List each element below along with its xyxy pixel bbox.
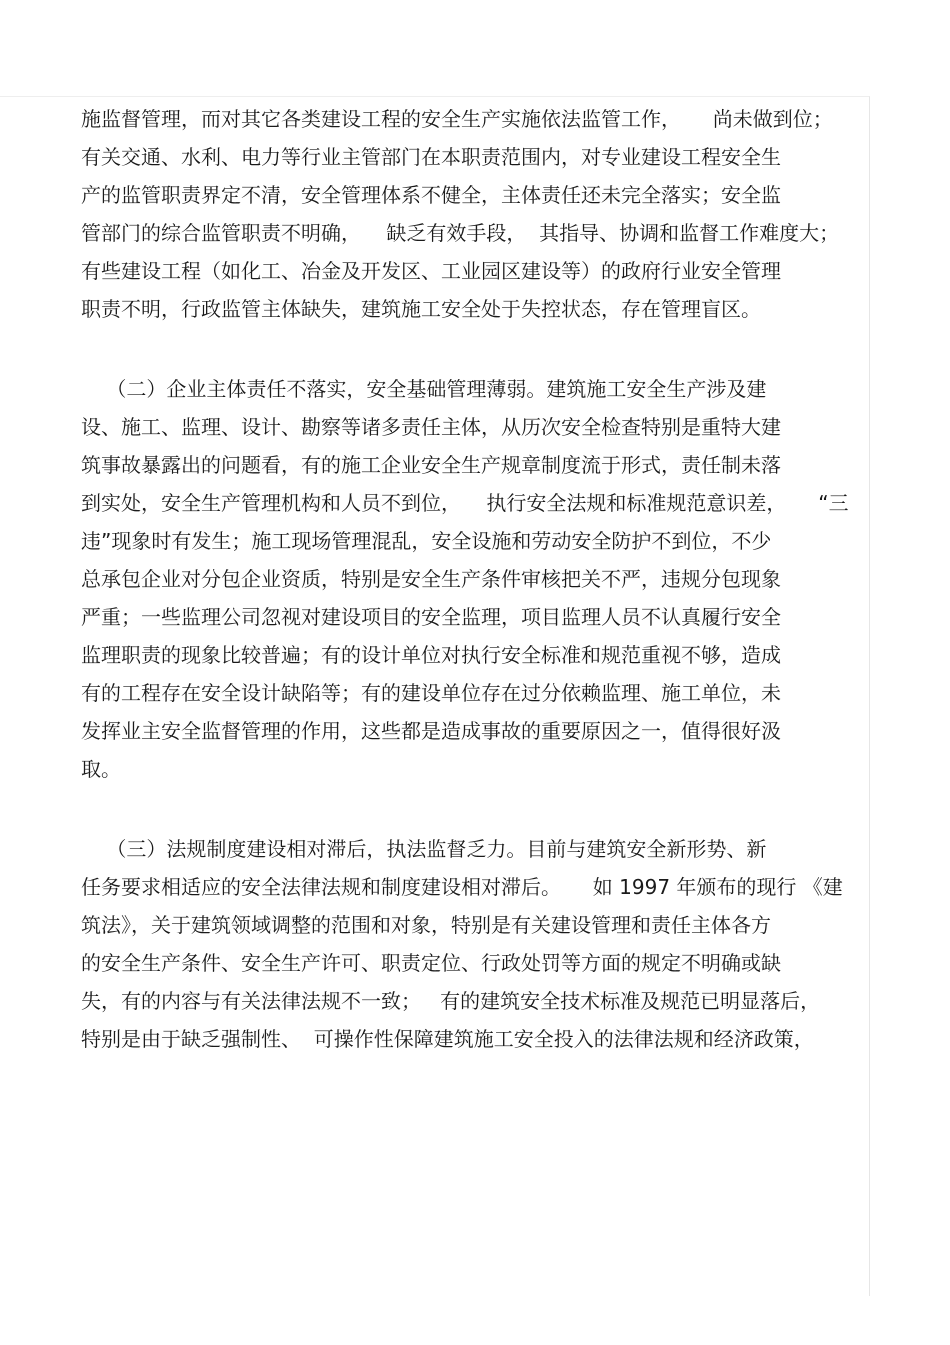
text-line: 任务要求相适应的安全法律法规和制度建设相对滞后。 如 1997 年颁布的现行 《建: [81, 875, 843, 899]
text-line: 发挥业主安全监督管理的作用，这些都是造成事故的重要原因之一，值得很好汲: [81, 719, 781, 743]
text-line: 有些建设工程（如化工、冶金及开发区、工业园区建设等）的政府行业安全管理: [81, 259, 781, 283]
text-line: 职责不明，行政监管主体缺失，建筑施工安全处于失控状态，存在管理盲区。: [81, 297, 761, 321]
text-line: 严重；一些监理公司忽视对建设项目的安全监理，项目监理人员不认真履行安全: [81, 605, 781, 629]
paragraph-3: [81, 830, 871, 1058]
paragraph-1: [81, 100, 871, 328]
text-line: 监理职责的现象比较普遍；有的设计单位对执行安全标准和规范重视不够，造成: [81, 643, 781, 667]
text-line: 筑法》，关于建筑领域调整的范围和对象，特别是有关建设管理和责任主体各方: [81, 913, 771, 937]
paragraph-gap: [81, 328, 871, 370]
paragraph-2: [81, 370, 871, 788]
text-line: 产的监管职责界定不清，安全管理体系不健全，主体责任还未完全落实；安全监: [81, 183, 781, 207]
text-line: 特别是由于缺乏强制性、 可操作性保障建筑施工安全投入的法律法规和经济政策，: [81, 1027, 814, 1051]
text-line: 筑事故暴露出的问题看，有的施工企业安全生产规章制度流于形式，责任制未落: [81, 453, 781, 477]
paragraph-gap: [81, 788, 871, 830]
text-line: 总承包企业对分包企业资质，特别是安全生产条件审核把关不严，违规分包现象: [81, 567, 781, 591]
text-line: 违”现象时有发生；施工现场管理混乱，安全设施和劳动安全防护不到位，不少: [81, 529, 772, 553]
text-line: 有关交通、水利、电力等行业主管部门在本职责范围内，对专业建设工程安全生: [81, 145, 781, 169]
text-line: （二）企业主体责任不落实，安全基础管理薄弱。建筑施工安全生产涉及建: [81, 377, 767, 401]
text-line: 有的工程存在安全设计缺陷等；有的建设单位存在过分依赖监理、施工单位，未: [81, 681, 781, 705]
text-line: 管部门的综合监管职责不明确， 缺乏有效手段， 其指导、协调和监督工作难度大；: [81, 221, 840, 245]
text-line: 到实处，安全生产管理机构和人员不到位， 执行安全法规和标准规范意识差， “三: [81, 491, 849, 515]
text-line: 的安全生产条件、安全生产许可、职责定位、行政处罚等方面的规定不明确或缺: [81, 951, 781, 975]
text-line: 设、施工、监理、设计、勘察等诸多责任主体，从历次安全检查特别是重特大建: [81, 415, 781, 439]
text-line: 取。: [81, 757, 121, 781]
document-body: [81, 100, 871, 1058]
text-line: （三）法规制度建设相对滞后，执法监督乏力。目前与建筑安全新形势、新: [81, 837, 767, 861]
text-line: 失，有的内容与有关法律法规不一致； 有的建筑安全技术标准及规范已明显落后，: [81, 989, 821, 1013]
text-line: 施监督管理，而对其它各类建设工程的安全生产实施依法监管工作， 尚未做到位；: [81, 107, 833, 131]
